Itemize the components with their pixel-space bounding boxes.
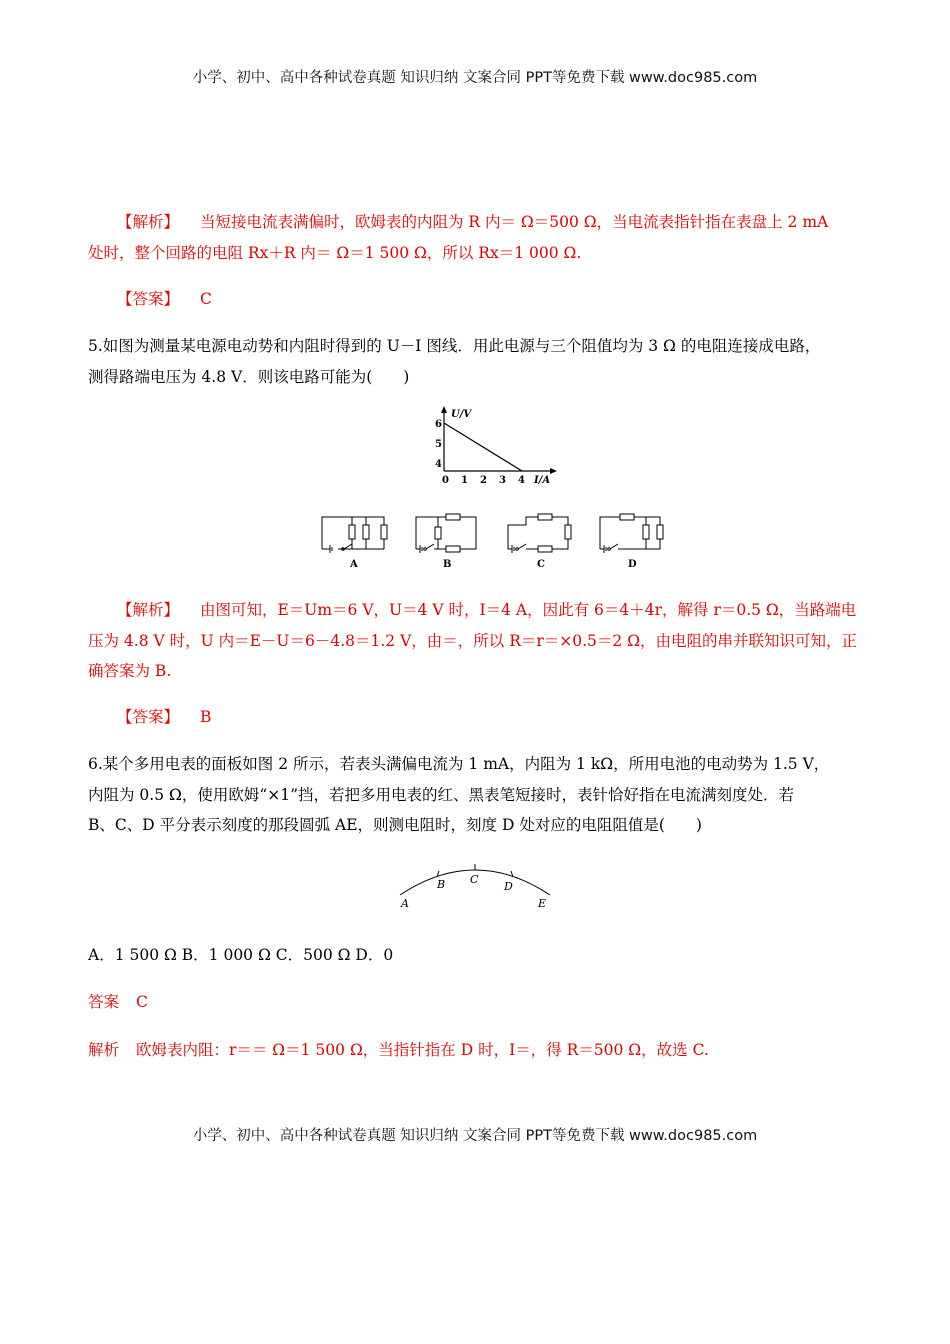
circuit-d [600,514,663,553]
q6-answer-label: 答案 [88,993,120,1011]
q4-analysis-label: 【解析】 [117,213,180,231]
circuit-b [416,514,476,553]
circuit-label-b: B [443,559,452,570]
q6-stem-line2: 内阻为 0.5 Ω，使用欧姆“×1”挡，若把多用电表的红、黑表笔短接时，表针恰好指在电流满刻度处．若 [88,786,795,804]
q5-answer-value: B [199,708,212,726]
circuit-label-d: D [628,559,637,570]
ui-graph [420,405,560,487]
q6-stem-line3: B、C、D 平分表示刻度的那段圆弧 AE，则测电阻时，刻度 D 处对应的电阻阻值是( ) [88,816,702,834]
q5-analysis-line3: 确答案为 B. [88,662,172,680]
arc-label-e: E [538,897,547,910]
xtick-0: 0 [442,475,449,486]
xtick-1: 1 [461,475,468,486]
q5-answer [117,705,211,727]
q5-stem-line1: 5.如图为测量某电源电动势和内阻时得到的 U－I 图线．用此电源与三个阻值均为 3 Ω 的电阻连接成电路， [88,337,821,355]
q6-analysis-text: 欧姆表内阻：r＝＝ Ω＝1 500 Ω，当指针指在 D 时，I＝，得 R＝500 Ω，故选 C. [135,1041,709,1059]
q6-analysis [88,1038,709,1060]
q4-answer-label: 【答案】 [117,290,180,308]
arc-label-a: A [401,897,409,910]
q5-stem-line2: 测得路端电压为 4.8 V．则该电路可能为( ) [88,368,410,386]
q6-stem-line1: 6.某个多用电表的面板如图 2 所示，若表头满偏电流为 1 mA，内阻为 1 kΩ，所用电池的电动势为 1.5 V， [88,755,830,773]
q4-analysis-line2: 处时，整个回路的电阻 Rx＋R 内＝ Ω＝1 500 Ω，所以 Rx＝1 000 Ω. [88,244,582,262]
page-header: 小学、初中、高中各种试卷真题 知识归纳 文案合同 PPT等免费下载 www.doc985.com [192,70,758,86]
circuit-label-c: C [537,559,545,570]
page-footer: 小学、初中、高中各种试卷真题 知识归纳 文案合同 PPT等免费下载 www.doc985.com [192,1128,758,1144]
q4-answer-value: C [199,290,212,308]
xtick-3: 3 [499,475,506,486]
arc-label-d: D [504,880,513,893]
q5-analysis-line1 [117,598,856,620]
q6-analysis-label: 解析 [88,1041,120,1059]
ytick-5: 5 [435,439,442,450]
q5-answer-label: 【答案】 [117,708,180,726]
q6-options: A．1 500 Ω B．1 000 Ω C．500 Ω D．0 [88,946,394,964]
circuit-label-a: A [350,559,358,570]
ui-line [444,423,522,471]
q4-analysis-line1 [117,210,828,232]
q6-answer-value: C [135,993,148,1011]
x-axis-label: I/A [534,475,551,486]
xtick-2: 2 [480,475,487,486]
q6-answer [88,990,148,1012]
arc-label-b: B [437,878,446,891]
q5-analysis-line2: 压为 4.8 V 时，U 内＝E－U＝6－4.8＝1.2 V，由＝，所以 R＝r＝×0.5＝2 Ω，由电阻的串并联知识可知，正 [88,632,858,650]
ytick-4: 4 [435,459,442,470]
x-axis-arrow [550,468,557,474]
circuit-a [322,517,387,553]
q4-answer [117,287,212,309]
y-axis-arrow [441,406,447,413]
arc-label-c: C [470,873,479,886]
q5-analysis-text1: 由图可知，E＝Um＝6 V，U＝4 V 时，I＝4 A，因此有 6＝4＋4r，解得 r＝0.5 Ω，当路端电 [199,601,857,619]
q4-analysis-text1: 当短接电流表满偏时，欧姆表的内阻为 R 内＝ Ω＝500 Ω，当电流表指针指在表盘上 2 mA [199,213,829,231]
q5-analysis-label: 【解析】 [117,601,180,619]
meter-arc [390,855,560,915]
circuit-c [508,514,571,553]
y-axis-label: U/V [451,409,472,420]
circuit-options [318,505,668,571]
ytick-6: 6 [435,419,442,430]
xtick-4: 4 [518,475,525,486]
